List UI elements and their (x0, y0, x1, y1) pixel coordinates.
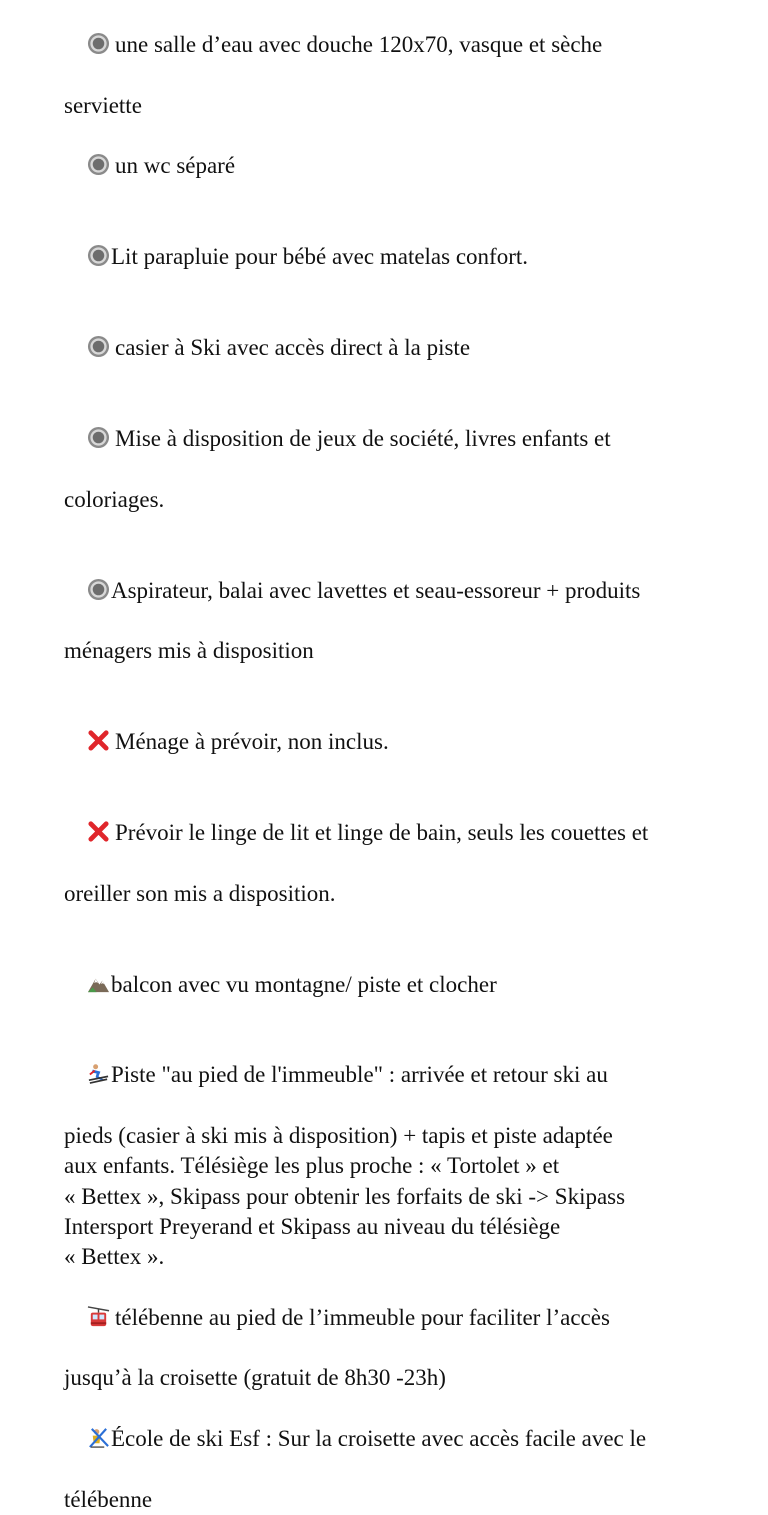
list-item-continuation: coloriages. (64, 486, 165, 512)
radio-button-icon (87, 32, 110, 55)
list-item: un wc séparé (64, 121, 744, 212)
radio-button-icon (87, 244, 110, 267)
list-item-continuation: oreiller son mis a disposition. (64, 880, 336, 906)
list-item: École de ski Esf : Sur la croisette avec accès facile avec le (64, 1394, 744, 1485)
cross-mark-icon (87, 729, 110, 752)
paragraph-gap (64, 515, 744, 545)
document-body (64, 0, 744, 1515)
list-item-continuation: serviette (64, 92, 142, 118)
list-item-continuation: jusqu’à la croisette (gratuit de 8h30 -23h) (64, 1365, 446, 1391)
radio-button-icon (87, 153, 110, 176)
list-item: Piste "au pied de l'immeuble" : arrivée et retour ski au (64, 1030, 744, 1121)
ski-school-icon (87, 1426, 110, 1449)
cross-mark-icon (87, 820, 110, 843)
list-item: télébenne au pied de l’immeuble pour faciliter l’accès (64, 1272, 744, 1363)
radio-button-icon (87, 426, 110, 449)
mountain-icon (87, 972, 110, 995)
paragraph-gap (64, 667, 744, 697)
list-item: Mise à disposition de jeux de société, livres enfants et (64, 394, 744, 485)
list-item-continuation: « Bettex », Skipass pour obtenir les forfaits de ski -> Skipass (64, 1183, 626, 1209)
list-item-continuation: pieds (casier à ski mis à disposition) + tapis et piste adaptée (64, 1122, 613, 1148)
list-item-continuation: « Bettex ». (64, 1244, 165, 1270)
list-item: Aspirateur, balai avec lavettes et seau-essoreur + produits (64, 545, 744, 636)
list-item-continuation: Intersport Preyerand et Skipass au niveau du télésiège (64, 1213, 561, 1239)
list-item-continuation: aux enfants. Télésiège les plus proche : « Tortolet » et (64, 1153, 560, 1179)
list-item: Lit parapluie pour bébé avec matelas confort. (64, 212, 744, 303)
list-item: une salle d’eau avec douche 120x70, vasque et sèche (64, 0, 744, 91)
radio-button-icon (87, 578, 110, 601)
list-item: casier à Ski avec accès direct à la piste (64, 303, 744, 394)
aerial-tramway-icon (87, 1305, 110, 1328)
skier-icon (87, 1062, 110, 1085)
list-item-continuation: télébenne (64, 1486, 153, 1512)
list-item: balcon avec vu montagne/ piste et clocher (64, 939, 744, 1030)
list-item: Ménage à prévoir, non inclus. (64, 697, 744, 788)
list-item-continuation: ménagers mis à disposition (64, 638, 314, 664)
list-item: Prévoir le linge de lit et linge de bain, seuls les couettes et (64, 788, 744, 879)
paragraph-gap (64, 909, 744, 939)
radio-button-icon (87, 335, 110, 358)
